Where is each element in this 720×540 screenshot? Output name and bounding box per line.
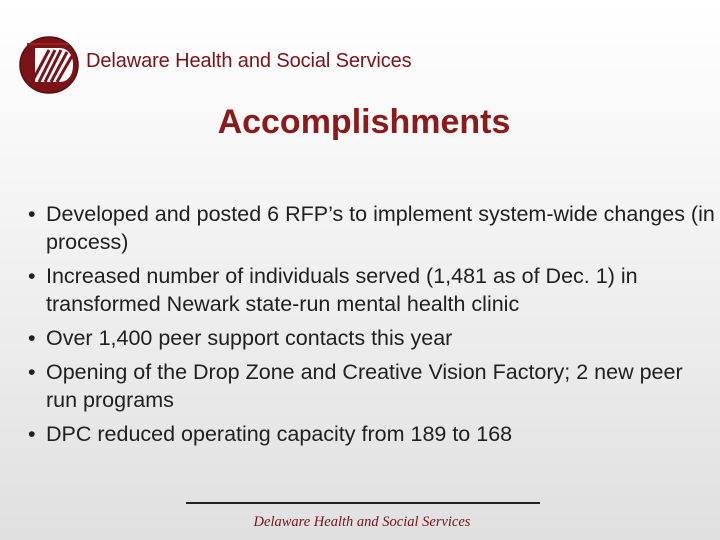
bullet-item — [26, 262, 716, 318]
bullet-text: Increased number of individuals served (1,481 as of Dec. 1) in transformed Newark state-run mental health clinic — [46, 264, 638, 316]
bullet-dot: • — [28, 360, 36, 384]
bullet-item — [26, 358, 716, 414]
org-name: Delaware Health and Social Services — [86, 50, 412, 72]
slide-title: Accomplishments — [217, 103, 511, 141]
dhss-logo-icon — [19, 36, 79, 94]
bullet-text: DPC reduced operating capacity from 189 to 168 — [46, 422, 513, 446]
bullet-item — [26, 420, 716, 448]
bullet-dot: • — [28, 264, 36, 288]
bullet-text: Over 1,400 peer support contacts this year — [46, 326, 453, 350]
footer-text: Delaware Health and Social Services — [253, 514, 471, 530]
bullet-list — [26, 200, 716, 454]
footer-divider — [186, 502, 540, 504]
bullet-dot: • — [28, 422, 36, 446]
bullet-item — [26, 324, 716, 352]
bullet-dot: • — [28, 326, 36, 350]
bullet-dot: • — [28, 202, 36, 226]
bullet-text: Developed and posted 6 RFP’s to implement system-wide changes (in process) — [46, 202, 715, 254]
bullet-text: Opening of the Drop Zone and Creative Vision Factory; 2 new peer run programs — [46, 360, 683, 412]
bullet-item — [26, 200, 716, 256]
